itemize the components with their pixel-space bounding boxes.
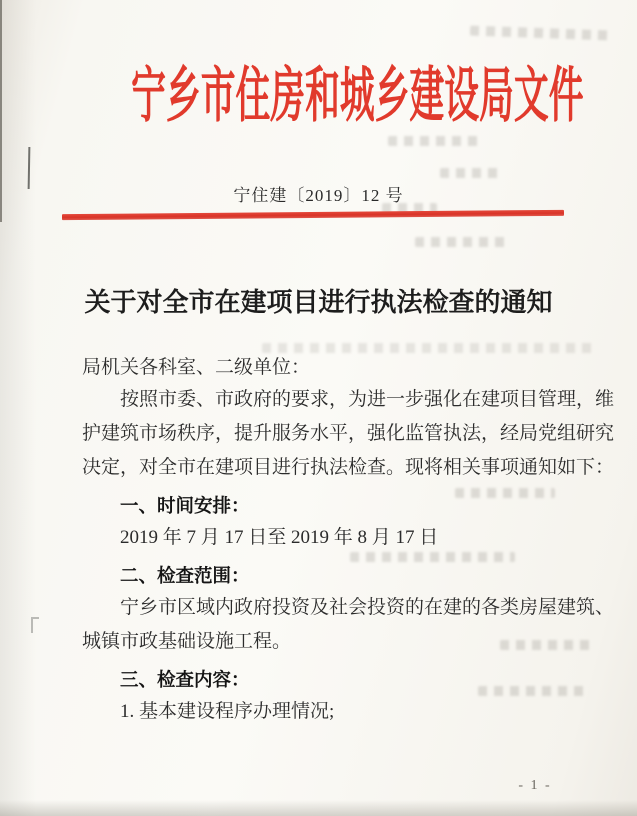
content-line: 一、时间安排：: [120, 495, 250, 516]
document-body: [82, 352, 615, 730]
document-number: 宁住建〔2019〕12 号: [233, 186, 404, 205]
content-line: 三、检查内容：: [120, 669, 250, 690]
bleed-through-smudge: [415, 237, 510, 247]
content-line: 2019 年 7 月 17 日至 2019 年 8 月 17 日: [120, 527, 439, 548]
content-line: 宁乡市区域内政府投资及社会投资的在建的各类房屋建筑、: [120, 597, 615, 618]
content-line: 城镇市政基础设施工程。: [82, 631, 292, 652]
content-line: 护建筑市场秩序，提升服务水平，强化监管执法，经局党组研究: [82, 423, 615, 444]
content-line: 按照市委、市政府的要求，为进一步强化在建项目管理，维: [120, 389, 615, 410]
scan-shadow-left: [0, 0, 36, 816]
scan-artifact-mark: [31, 617, 39, 633]
letterhead-title: 宁乡市住房和城乡建设局文件: [131, 63, 584, 129]
bleed-through-smudge: [470, 26, 610, 41]
content-line: 决定，对全市在建项目进行执法检查。现将相关事项通知如下：: [82, 457, 615, 478]
bleed-through-smudge: [388, 136, 478, 146]
content-line: 1. 基本建设程序办理情况;: [120, 701, 335, 722]
content-line: 二、检查范围：: [120, 565, 250, 586]
scan-shadow-bottom: [0, 800, 637, 816]
red-divider-line: [62, 210, 564, 220]
salutation: 局机关各科室、二级单位：: [82, 357, 311, 378]
notice-title: 关于对全市在建项目进行执法检查的通知: [84, 288, 553, 317]
bleed-through-smudge: [440, 168, 502, 178]
page-number: - 1 -: [518, 778, 552, 793]
